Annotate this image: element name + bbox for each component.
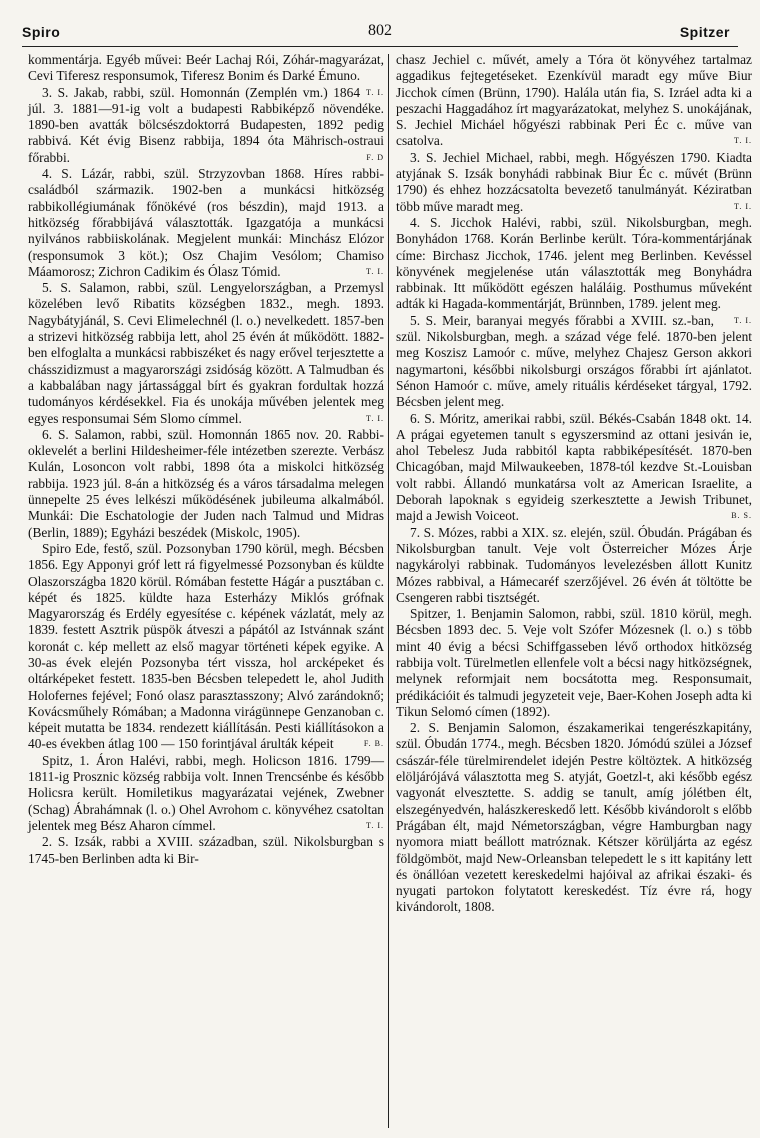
entry-text: 4. S. Jicchok Halévi, rabbi, szül. Nikolsburgban, megh. Bonyhádon 1768. Korán Berlinbe került. Tóra-kommentárjának címe: Birchasz Jicchok, 1746. jelent meg Berlinben. Kevéssel könyvének megjelenése után választották meg Bonyhádra rabbinak. Itt működött egészen haláláig. Posthumus műveként adták ki Hagada-kommentárját, Brünnben, 1789. jelent meg.	[396, 214, 752, 312]
entry-paragraph	[396, 52, 752, 150]
author-signature: T. I.	[366, 87, 384, 97]
author-signature: T. I.	[734, 201, 752, 211]
entry-text: kommentárja. Egyéb művei: Beér Lachaj Rói, Zóhár-magyarázat, Cevi Tiferesz responsumok, Tiferesz Bonim és Darké Émuno.	[28, 52, 384, 84]
entry-paragraph	[28, 166, 384, 280]
entry-text: Spitzer, 1. Benjamin Salomon, rabbi, szül. 1810 körül, megh. Bécsben 1893 dec. 5. Veje volt Szófer Mózesnek (l. o.) s több mint 40 évig a bécsi Schiffgasseben lévő orthodox hitközség rabbija volt. Türelmetlen ellenfele volt a bécsi nagy hitközségnek, melynek reformjait nem bocsátotta meg. Responsumait, prédikációit és talmudi jegyzeteit veje, Baer-Kohen Joseph adta ki Tikun Selomó címen (1892).	[396, 606, 752, 719]
right-column	[396, 52, 752, 916]
running-header	[22, 20, 738, 46]
entry-text: 3. S. Jechiel Michael, rabbi, megh. Hőgyészen 1790. Kiadta atyjának S. Izsák bonyhádi rabbinak Biur Éc c. művét (Brünn 1790) és ehhez hozzácsatolta bevezető tanulmányát. Kéziratban több műve maradt meg.	[396, 149, 752, 214]
author-signature: T. I.	[734, 315, 752, 325]
entry-text: 2. S. Benjamin Salomon, északamerikai tengerészkapitány, szül. Óbudán 1774., megh. Bécsben 1820. Jómódú szülei a József császár-féle türelmirendelet idején Pestre költöztek. A hitközség elöljárójává választotta meg S. atyját, Goetzl-t, aki később egész vagyonát elvesztette. S. addig se tanult, amíg jólétben élt, elszegényedvén, halászkereskedő lett. Később kivándorolt s előbb Prágában élt, majd Németországban, végre Hamburgban nagy nyomora miatt beállott matróznak. Kétszer körüljárta az egész földgömböt, majd New-Orleansban telepedett le s itt kapitány lett és önállóan vezetett kereskedelmi hajóival az afrikai északi- és nyugati partokon folytatott kereskedést. Tíz évre rá, hogy kivándorolt, 1808.	[396, 720, 752, 915]
author-signature: T. I.	[366, 266, 384, 276]
header-right-keyword: Spitzer	[679, 24, 730, 40]
entry-text: chasz Jechiel c. művét, amely a Tóra öt könyvéhez tartalmaz aggadikus fejtegetéseket. Ezenkívül maradt egy műve Biur Jicchok címen (Brünn, 1790). Halála után fia, S. Izráel adta ki a peszachi Haggadához írt magyarázatokat, melyhez S. unokájának, S. Jechiel Micháel hőgyészi rabbinak Peri Éc c. műve van csatolva.	[396, 52, 752, 149]
entry-paragraph	[396, 606, 752, 720]
entry-paragraph	[396, 720, 752, 916]
entry-paragraph	[396, 411, 752, 525]
entry-text: Spitz, 1. Áron Halévi, rabbi, megh. Holicson 1816. 1799—1811-ig Prosznic község rabbija volt. Innen Trencsénbe és később Holicsra került. Homiletikus magyarázatai vejének, Zwebner (Schag) Ábrahámnak (l. o.) Ohel Avrohom c. könyvéhez csatoltan jelentek meg Bész Aharon címmel.	[28, 752, 384, 833]
author-signature: T. I.	[366, 413, 384, 423]
column-divider	[388, 54, 389, 1128]
author-signature: B. S.	[731, 511, 752, 521]
entry-text: 5. S. Meir, baranyai megyés főrabbi a XVIII. sz.-ban, szül. Nikolsburgban, megh. a század vége felé. 1870-ben jelent meg Koszisz Lamoór c. műve, melyhez Chajesz Gerson akkori nagymartoni, későbbi nikolsburgi országos főrabbi írt ajánlatot. Sénon Hamoór c. műve, amely rituális kérdéseket tárgyal, 1792. Bécsben jelent meg.	[396, 312, 752, 410]
header-rule	[22, 46, 738, 47]
entry-paragraph	[396, 525, 752, 606]
author-signature: F. B.	[363, 739, 384, 749]
entry-paragraph	[396, 214, 752, 325]
entry-text: 2. S. Izsák, rabbi a XVIII. században, szül. Nikolsburgban s 1745-ben Berlinben adta ki Bir-	[28, 834, 384, 866]
page-number: 802	[368, 22, 392, 39]
entry-text: 5. S. Salamon, rabbi, szül. Lengyelországban, a Przemysl közelében levő Ribatits községben 1832., megh. 1893. Nagybátyjánál, S. Cevi Elimelechnél (l. o.) nevelkedett. 1857-ben a strizevi hitközség rabbija lett, ahol 25 évén át működött. 1882-ben elfoglalta a munkácsi rabbiszéket és nagy erővel terjesztette a chásszidizmust a magyarországi zsidóság között. A Talmudban és a kabbalában nagy jártassággal bírt és gyakran fordultak hozzá tudományos kérdésekkel. Fia és unokája művében jelentek meg egyes responsumai Sém Slomo címmel.	[28, 280, 384, 426]
author-signature: T. I.	[366, 820, 384, 830]
author-signature: T. I.	[734, 136, 752, 146]
entry-paragraph	[28, 427, 384, 541]
left-column	[28, 52, 384, 867]
entry-paragraph	[28, 280, 384, 427]
entry-text: 4. S. Lázár, rabbi, szül. Strzyzovban 1868. Híres rabbi-családból származik. 1902-ben a munkácsi hitközség rabbikollégiumának főnökévé (ros bészdin), majd 1913. a hitközség főrabbijává választották. Igazgatója a munkácsi nyilvános rabbiiskolának. Megjelent munkái: Minchász Elózor (responsumok 3 köt.); Osz Chajim Vesólom; Chamiso Máamorosz; Zichron Cadikim és Ólasz Tómid.	[28, 166, 384, 279]
entry-paragraph	[28, 834, 384, 867]
entry-paragraph	[28, 541, 384, 753]
entry-paragraph	[28, 753, 384, 834]
entry-text: 6. S. Móritz, amerikai rabbi, szül. Békés-Csabán 1848 okt. 14. A prágai egyetemen tanult s egyszersmind az ottani jesiván ie, ahol Tebelesz Juda rabbitól kapta rabbiképesítését. 1870-ben Chicagóban, majd Milwaukeeben, 1878-tól kezdve St.-Louisban volt rabbi. Állandó munkatársa volt az American Israelite, a Deborah lapoknak s egyideig szerkesztette a Jewish Tribunet, majd a Jewish Voiceot.	[396, 410, 752, 524]
entry-paragraph	[28, 85, 384, 166]
entry-paragraph	[28, 52, 384, 97]
entry-text: 3. S. Jakab, rabbi, szül. Homonnán (Zemplén vm.) 1864 júl. 3. 1881—91-ig volt a budapesti Rabbiképző növendéke. 1890-ben avatták bölcsészdoktorrá Budapesten, 1892 pedig rabbivá. Két évig Bisenz rabbija, 1894 óta Mährisch-ostraui főrabbi.	[28, 84, 384, 165]
entry-paragraph	[396, 313, 752, 411]
entry-text: 6. S. Salamon, rabbi, szül. Homonnán 1865 nov. 20. Rabbi-oklevelét a berlini Hildesheimer-féle intézetben szerezte. Verbász Kulán, Losoncon volt rabbi, 1898 óta a miskolci hitközség rabbija. 1923 júl. 8-án a hitközség és a város társadalma melegen ünnepelte 25 éves lelkészi működésének jubileuma alkalmából. Munkái: Die Eschatologie der Juden nach Talmud und Midras (Berlin, 1889); Egyházi beszédek (Miskolc, 1905).	[28, 426, 384, 540]
entry-paragraph	[396, 150, 752, 215]
header-left-keyword: Spiro	[22, 24, 61, 40]
author-signature: F. D	[366, 152, 384, 162]
entry-text: 7. S. Mózes, rabbi a XIX. sz. elején, szül. Óbudán. Prágában és Nikolsburgban tanult. Veje volt Österreicher Mózes Árje nagykárolyi rabbinak. Tudományos levelezésben állott Kunitz Mózes rabbival, a Hámecaréf szerzőjével. 26 évén át töltötte be Csengeren rabbi tisztségét.	[396, 524, 752, 605]
entry-text: Spiro Ede, festő, szül. Pozsonyban 1790 körül, megh. Bécsben 1856. Egy Apponyi gróf lett rá figyelmessé Pozsonyban és küldte Olaszországba 1820 körül. Rómában festette Hágár a pusztában c. képét és 1825. küldte haza Esterházy Miklós grófnak Magyarország és Erdély egyesítése c. képének vázlatát, mely az 1839. festett Asztrik püspök átveszi a pápától az Istvánnak szánt koronát c. kép mellett az első magyar történeti képek egyike. A 30-as évek elején Pozsonyba tért vissza, hol arcképeket és oltárképeket festett. 1835-ben Bécsben telepedett le, ahol Judith Holofernes fejével; Fonó olasz parasztasszony; Alvó zarándoknő; Kovácsműhely Rómában; a Madonna virágünnepe Genzanoban c. képeit mutatta be 1834. rendezett kiállításán. Pesti kiállításokon a 40-es években átlag 100 — 150 forintjával árulták képeit	[28, 540, 384, 752]
